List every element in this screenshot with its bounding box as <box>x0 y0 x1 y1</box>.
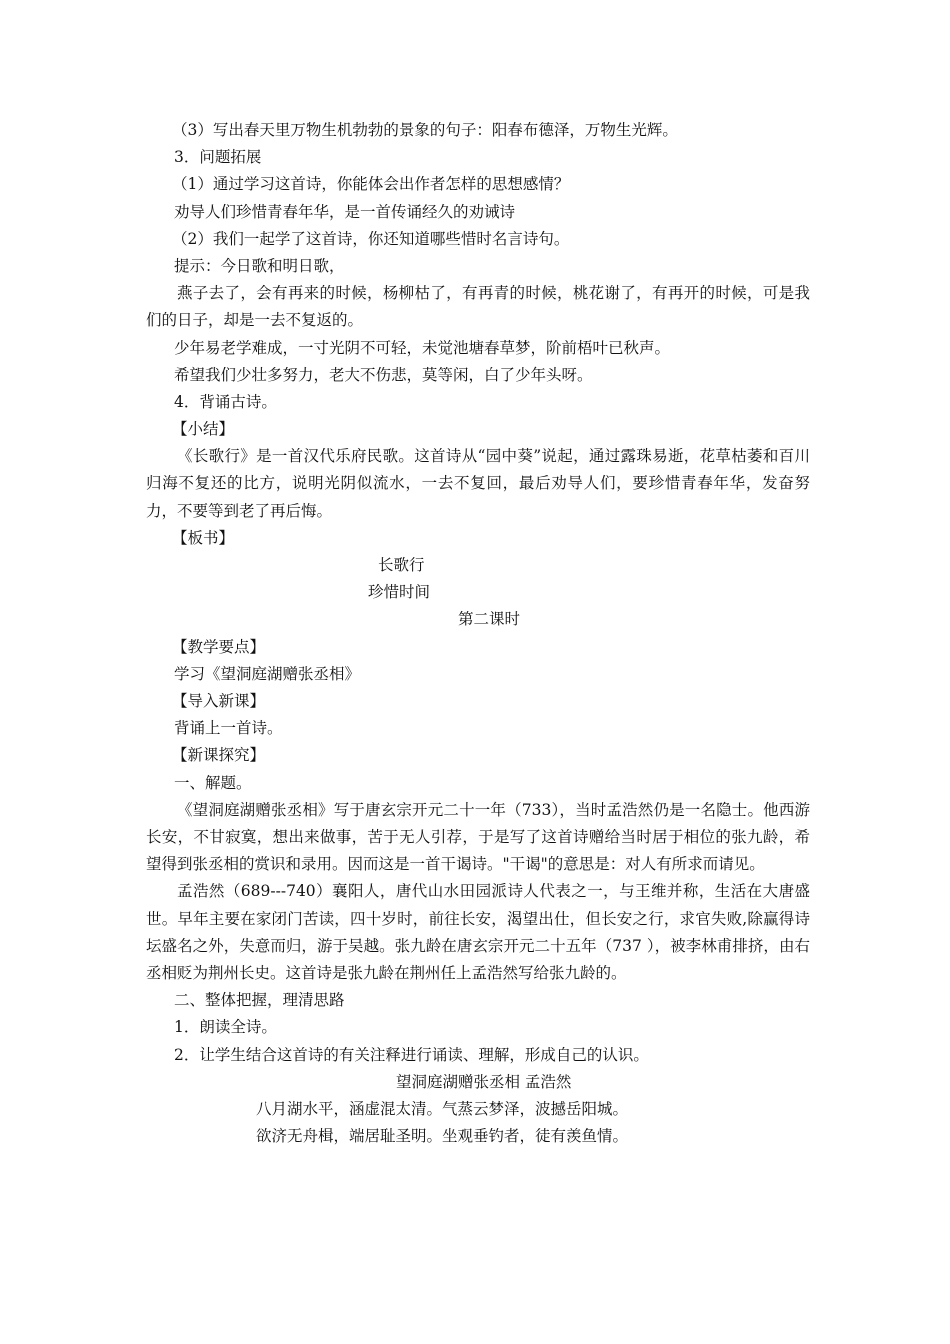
board-heading: 【板书】 <box>172 528 235 547</box>
hint-line: 提示：今日歌和明日歌， <box>174 256 345 275</box>
section-heading: 3．问题拓展 <box>174 148 262 167</box>
paragraph: 《望洞庭湖赠张丞相》写于唐玄宗开元二十一年（733），当时孟浩然仍是一名隐士。他西游长安，不甘寂寞，想出来做事，苦于无人引荐，于是写了这首诗赠给当时居于相位的张九龄，希望得到张丞相的赏识和录用。因而这是一首干谒诗。"干谒"的意思是：对人有所求而请见。 <box>146 800 810 874</box>
board-title: 长歌行 <box>378 556 425 575</box>
section-heading: 二、整体把握，理清思路 <box>174 991 345 1010</box>
poem-title: 望洞庭湖赠张丞相 孟浩然 <box>396 1072 572 1091</box>
poem-line: 八月湖水平，涵虚混太清。气蒸云梦泽，波撼岳阳城。 <box>256 1099 629 1118</box>
text-line: 学习《望洞庭湖赠张丞相》 <box>174 664 361 683</box>
text-line: 背诵上一首诗。 <box>174 719 283 738</box>
answer-line: 劝导人们珍惜青春年华，是一首传诵经久的劝诫诗 <box>174 202 516 221</box>
board-subtitle: 珍惜时间 <box>368 583 431 602</box>
text-line: （3）写出春天里万物生机勃勃的景象的句子：阳春布德泽，万物生光辉。 <box>172 121 678 139</box>
lesson-title: 第二课时 <box>458 610 521 629</box>
question-line: （2）我们一起学了这首诗，你还知道哪些惜时名言诗句。 <box>172 229 570 248</box>
section-heading: 一、解题。 <box>174 773 252 792</box>
section-heading: 4．背诵古诗。 <box>174 392 277 411</box>
paragraph: 燕子去了，会有再来的时候，杨柳枯了，有再青的时候，桃花谢了，有再开的时候，可是我们的日子，却是一去不复返的。 <box>146 284 810 330</box>
question-line: （1）通过学习这首诗，你能体会出作者怎样的思想感情？ <box>172 175 570 194</box>
quote-line: 希望我们少壮多努力，老大不伤悲，莫等闲，白了少年头呀。 <box>174 365 593 384</box>
summary-heading: 【小结】 <box>172 420 235 439</box>
document-body <box>146 117 810 1150</box>
intro-heading: 【导入新课】 <box>172 692 266 711</box>
paragraph: 孟浩然（689---740）襄阳人，唐代山水田园派诗人代表之一，与王维并称，生活在大唐盛世。早年主要在家闭门苦读，四十岁时，前往长安，渴望出仕，但长安之行，求官失败,除赢得诗坛盛名之外，失意而归，游于吴越。张九龄在唐玄宗开元二十五年（737 ），被李林甫排挤，由右丞相贬为荆州长史。这首诗是张九龄在荆州任上孟浩然写给张九龄的。 <box>146 882 810 982</box>
text-line: 1．朗读全诗。 <box>174 1018 277 1037</box>
text-line: 2．让学生结合这首诗的有关注释进行诵读、理解，形成自己的认识。 <box>174 1045 649 1064</box>
summary-paragraph: 《长歌行》是一首汉代乐府民歌。这首诗从“园中葵”说起，通过露珠易逝，花草枯萎和百川归海不复还的比方，说明光阴似流水，一去不复回，最后劝导人们，要珍惜青春年华，发奋努力，不要等到老了再后悔。 <box>146 447 810 520</box>
explore-heading: 【新课探究】 <box>172 746 266 765</box>
poem-line: 欲济无舟楫，端居耻圣明。坐观垂钓者，徒有羡鱼情。 <box>256 1127 629 1146</box>
quote-line: 少年易老学难成，一寸光阴不可轻，未觉池塘春草梦，阶前梧叶已秋声。 <box>174 338 671 357</box>
key-points-heading: 【教学要点】 <box>172 637 266 656</box>
